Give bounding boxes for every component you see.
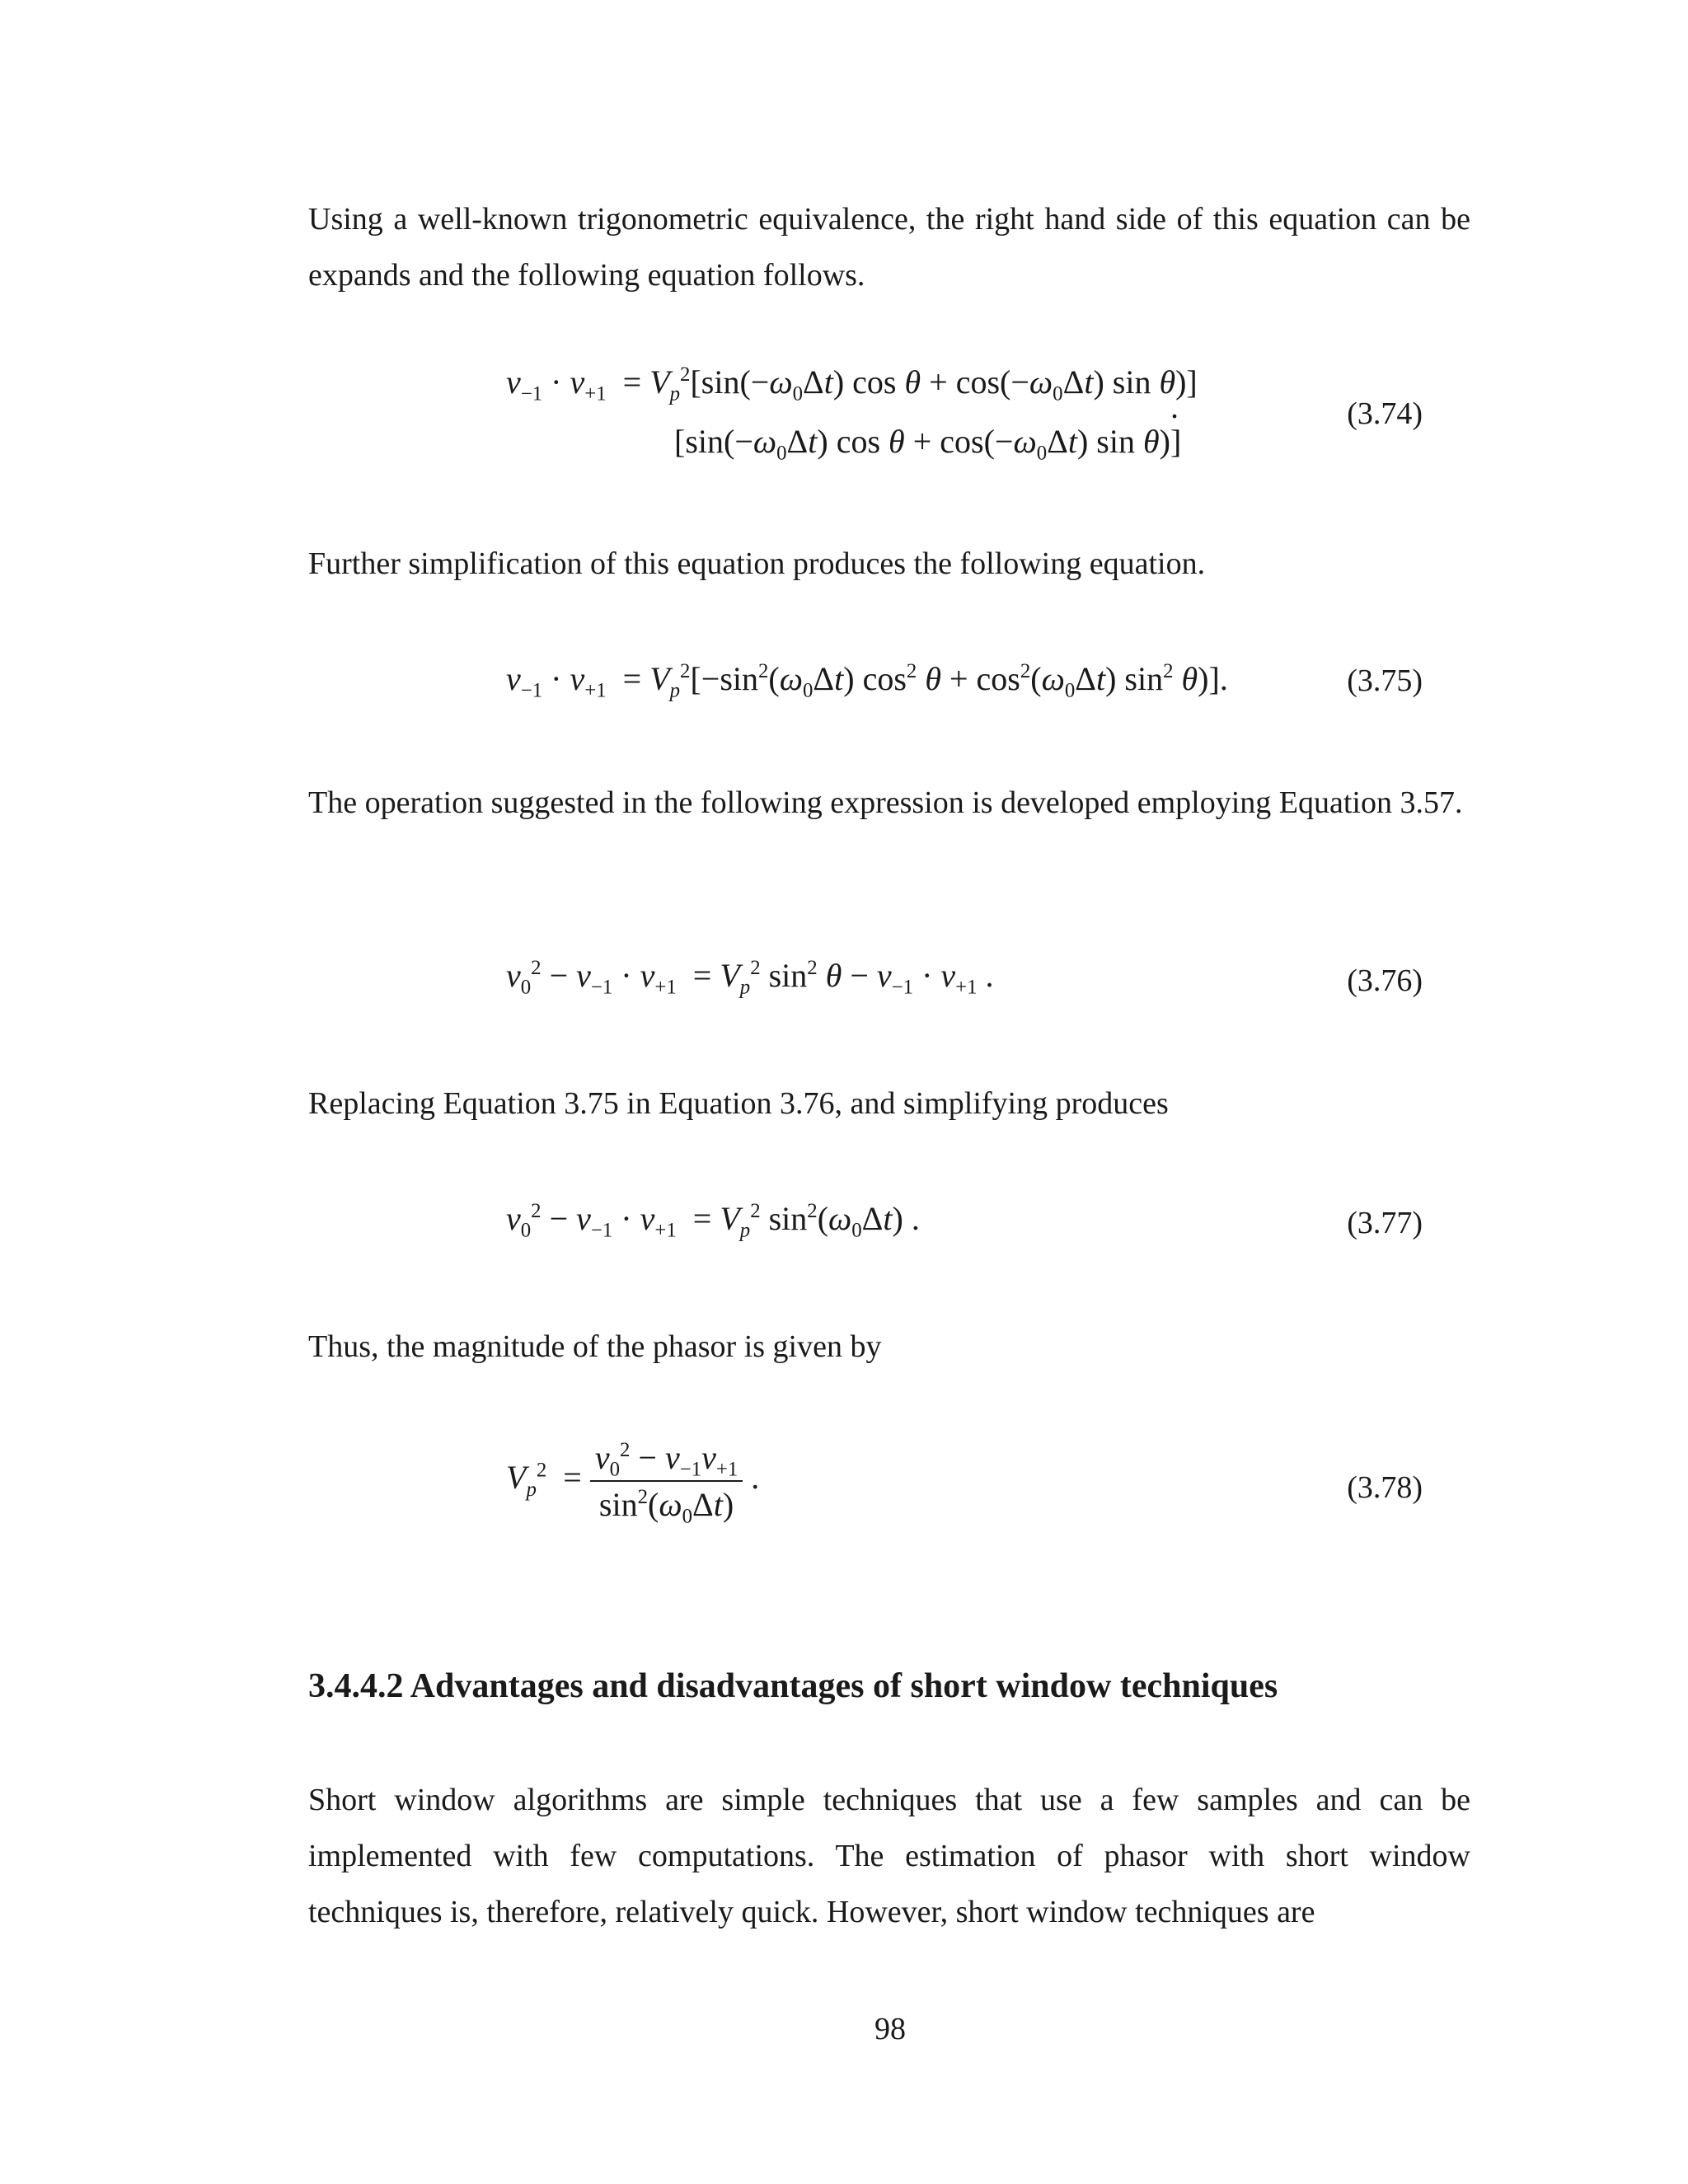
paragraph-operation: The operation suggested in the following expression is developed employing Equation 3.57.: [308, 785, 1463, 820]
equation-3-77: $v_0^2 - v_{-1} \cdot v_{+1} = V_p^2$ $\sin^2(\omega_0\Delta t)$ .: [506, 1200, 920, 1242]
equation-number-3-77: (3.77): [1347, 1206, 1423, 1240]
paragraph-intro: Using a well-known trigonometric equivalence, the right hand side of this equation can be expands and the following equation follows.: [308, 202, 1470, 293]
equation-3-74-period: .: [1170, 388, 1179, 425]
equation-3-78: $V_p^2$ = $\frac{v_0^2 - v_{-1}v_{+1}}{\sin^2(\omega_0\Delta t)}$ .: [506, 1439, 760, 1528]
equation-number-3-75: (3.75): [1347, 663, 1423, 698]
paragraph-short-window: Short window algorithms are simple techniques that use a few samples and can be implemented with few computations. The estimation of phasor with short window techniques is, therefore, relatively quick. However, short window techniques are: [308, 1783, 1470, 1929]
equation-3-75: $v_{-1} \cdot v_{+1} = V_p^2[-\sin^2(\omega_0\Delta t)$ $\cos^2 \theta + \cos^2(\omega_0\Delta t)$ $\sin^2 \theta$)].: [506, 660, 1228, 702]
paragraph-simplification: Further simplification of this equation produces the following equation.: [308, 546, 1206, 581]
section-heading: 3.4.4.2 Advantages and disadvantages of short window techniques: [308, 1667, 1278, 1705]
equation-3-74-line-1: $v_{-1} \cdot v_{+1} = V_p^2[\sin(-\omega_0\Delta t)$ $\cos \theta + \cos(-\omega_0\Delta t)$ sin θ)]: [506, 363, 1198, 405]
equation-3-74-line-2: [$\sin(-\omega_0\Delta t)$ $\cos \theta + \cos(-\omega_0\Delta t)$ sin θ)]: [674, 423, 1182, 465]
paragraph-magnitude: Thus, the magnitude of the phasor is given by: [308, 1329, 882, 1364]
equation-3-78-fraction: $\frac{v_0^2 - v_{-1}v_{+1}}{\sin^2(\omega_0\Delta t)}$: [590, 1438, 743, 1524]
page-number: 98: [874, 2012, 906, 2046]
equation-number-3-76: (3.76): [1347, 963, 1423, 998]
paragraph-replacing: Replacing Equation 3.75 in Equation 3.76, and simplifying produces: [308, 1086, 1169, 1121]
equation-number-3-74: (3.74): [1347, 396, 1423, 431]
equation-3-76: $v_0^2 - v_{-1} \cdot v_{+1} = V_p^2$ $\sin^2 \theta - v_{-1} \cdot v_{+1}$ .: [506, 957, 994, 999]
equation-number-3-78: (3.78): [1347, 1470, 1423, 1505]
